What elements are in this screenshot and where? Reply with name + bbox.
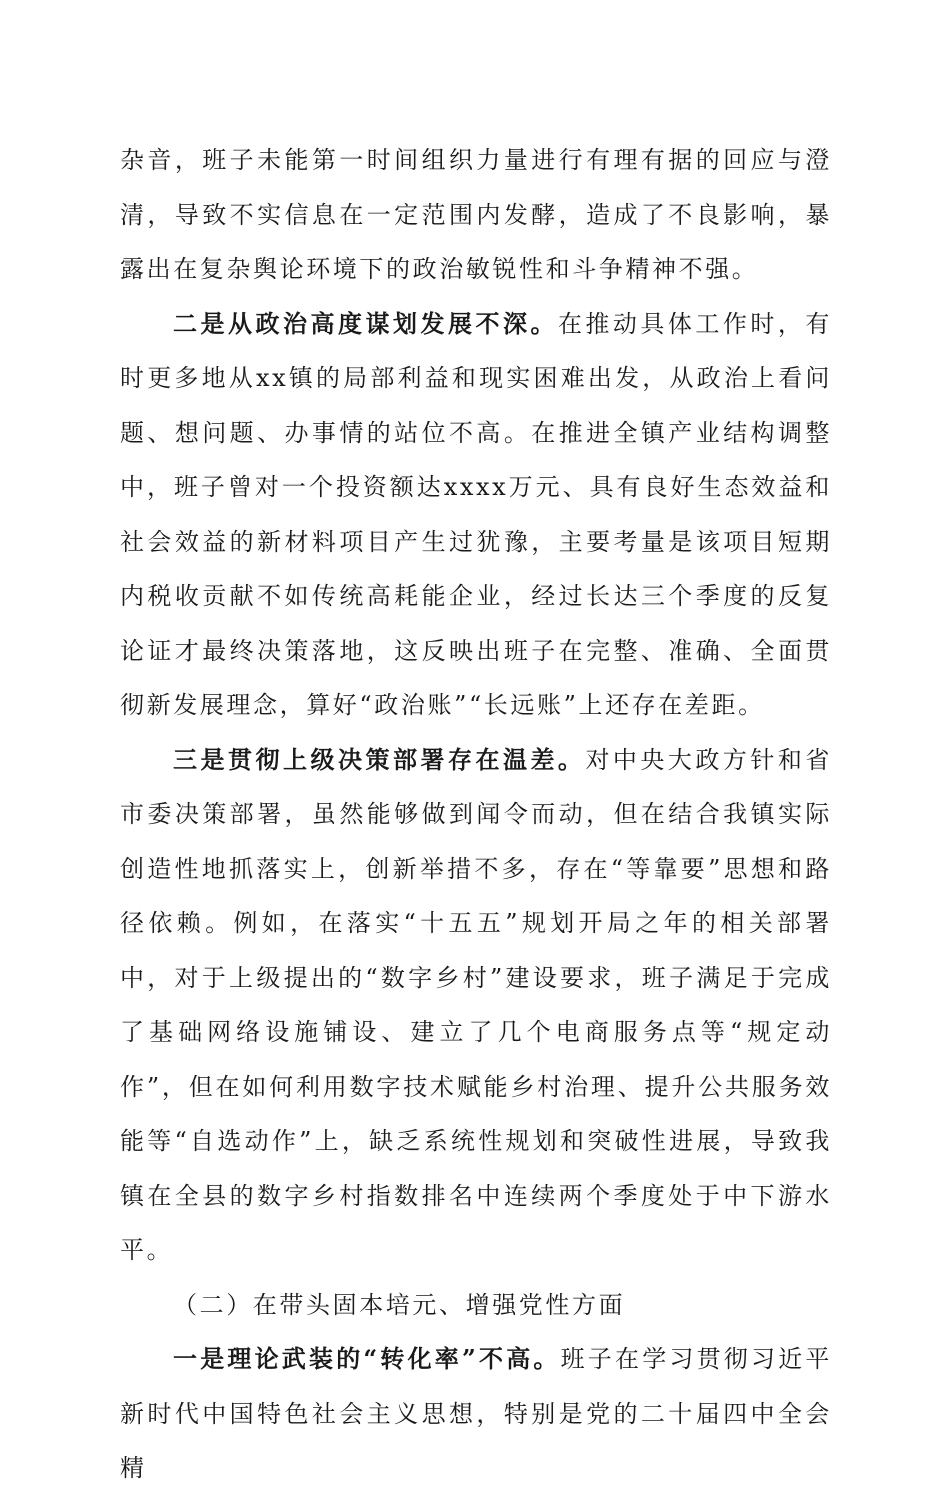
paragraph-text: 班子在学习贯彻习近平新时代中国特色社会主义思想，特别是党的二十届四中全会精	[120, 1345, 833, 1482]
paragraph-text: 对中央大政方针和省市委决策部署，虽然能够做到闻令而动，但在结合我镇实际创造性地抓落实上，创新举措不多，存在“等靠要”思想和路径依赖。例如，在落实“十五五”规划开局之年的相关部署中，对于上级提出的“数字乡村”建设要求，班子满足于完成了基础网络设施铺设、建立了几个电商服务点等“规定动作”，但在如何利用数字技术赋能乡村治理、提升公共服务效能等“自选动作”上，缺乏系统性规划和突破性进展，导致我镇在全县的数字乡村指数排名中连续两个季度处于中下游水平。	[120, 745, 832, 1264]
paragraph-continuation	[120, 133, 832, 297]
paragraph-political-height	[120, 297, 832, 733]
paragraph-text: 杂音，班子未能第一时间组织力量进行有理有据的回应与澄清，导致不实信息在一定范围内发酵，造成了不良影响，暴露出在复杂舆论环境下的政治敏锐性和斗争精神不强。	[120, 146, 832, 283]
paragraph-implementation-gap	[120, 733, 832, 1278]
paragraph-theory-conversion	[120, 1332, 832, 1496]
paragraph-lead-heading: 一是理论武装的“转化率”不高。	[173, 1344, 561, 1373]
paragraph-lead-heading: 三是贯彻上级决策部署存在温差。	[173, 744, 586, 774]
paragraph-text: 在推动具体工作时，有时更多地从xx镇的局部利益和现实困难出发，从政治上看问题、想问题、办事情的站位不高。在推进全镇产业结构调整中，班子曾对一个投资额达xxxx万元、具有良好生态效益和社会效益的新材料项目产生过犹豫，主要考量是该项目短期内税收贡献不如传统高耗能企业，经过长达三个季度的反复论证才最终决策落地，这反映出班子在完整、准确、全面贯彻新发展理念，算好“政治账”“长远账”上还存在差距。	[120, 309, 832, 719]
section-heading: （二）在带头固本培元、增强党性方面	[173, 1290, 626, 1319]
paragraph-lead-heading: 二是从政治高度谋划发展不深。	[173, 308, 558, 338]
document-body	[120, 133, 832, 1496]
